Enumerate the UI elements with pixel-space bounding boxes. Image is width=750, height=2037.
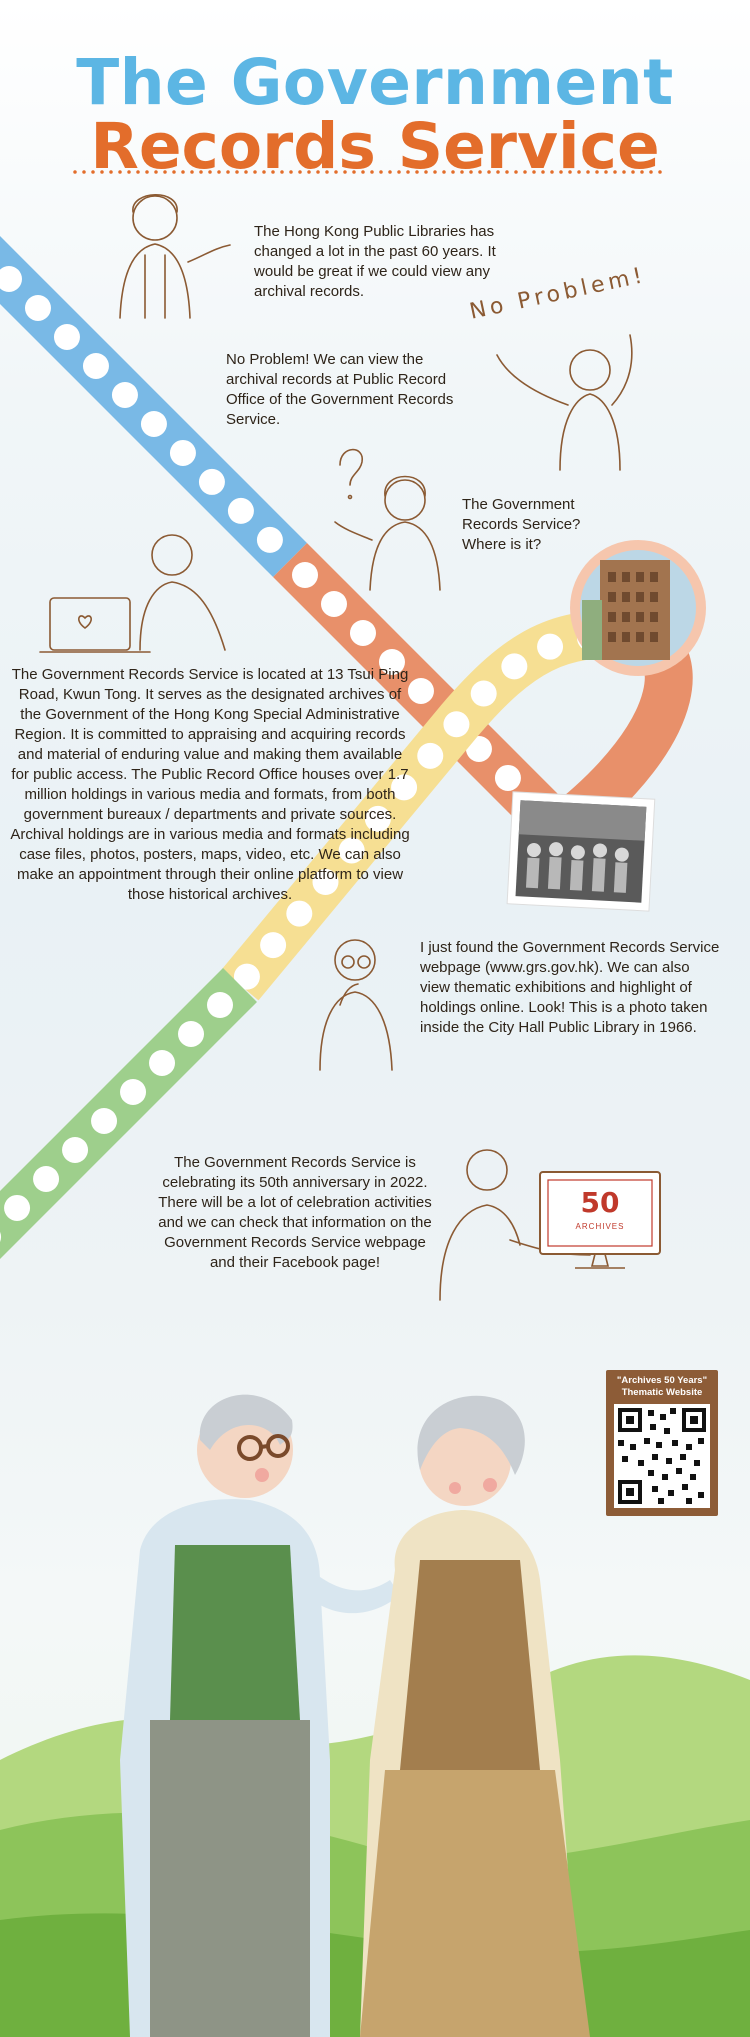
page-title-line2: Records Service — [90, 110, 660, 183]
location-info-text: The Government Records Service is located at 13 Tsui Ping Road, Kwun Tong. It serves as the designated archives of the Government of the Hong Kong Special Administrative Region. It is committed to appraising and acquiring records and material of enduring value and making them available for public access. The Public Record Office houses over 1.7 million holdings in various media and formats, from both government bureaux / departments and private sources. Archival holdings are in various media and formats including case files, photos, posters, maps, video, etc. We can also make an appointment through their online platform to view those historical archives. — [10, 666, 410, 903]
qr-code-pattern — [614, 1404, 710, 1508]
question-woman-drawing — [335, 450, 440, 590]
no-problem-shout: No Problem! — [467, 262, 649, 325]
no-problem-reply-text: No Problem! We can view the archival records at Public Record Office of the Government Records Service. — [226, 351, 454, 428]
librarian-woman-drawing — [120, 195, 230, 318]
laptop-man-drawing — [40, 535, 225, 652]
librarian-intro-text: The Hong Kong Public Libraries has changed a lot in the past 60 years. It would be great if we could view any archival records. — [254, 223, 496, 300]
qr-label-line1: "Archives 50 Years" — [616, 1375, 708, 1386]
anniversary-logo-subtitle: ARCHIVES — [575, 1222, 625, 1231]
anniversary-info-text: The Government Records Service is celebrating its 50th anniversary in 2022. There will be a lot of celebration activities and we can check that information on the Government Records Service webpage and their Facebook page! — [158, 1154, 432, 1271]
thinking-man-drawing — [320, 940, 392, 1070]
webpage-info-text: I just found the Government Records Service webpage (www.grs.gov.hk). We can also view thematic exhibitions and highlight of holdings online. Look! This is a photo taken inside the City Hall Public Library in 1966. — [420, 939, 720, 1036]
page-title-line1: The Government — [76, 46, 674, 119]
qr-code-panel[interactable] — [606, 1370, 718, 1516]
library-1966-photo — [507, 792, 655, 911]
qr-label-line2: Thematic Website — [621, 1387, 703, 1398]
building-photo — [570, 540, 706, 676]
qr-label — [606, 1375, 718, 1399]
question-text: The Government Records Service? Where is it? — [462, 496, 581, 553]
qr-code[interactable] — [614, 1404, 710, 1508]
waving-man-drawing — [497, 335, 632, 470]
anniversary-logo-number: 50 — [580, 1186, 620, 1219]
